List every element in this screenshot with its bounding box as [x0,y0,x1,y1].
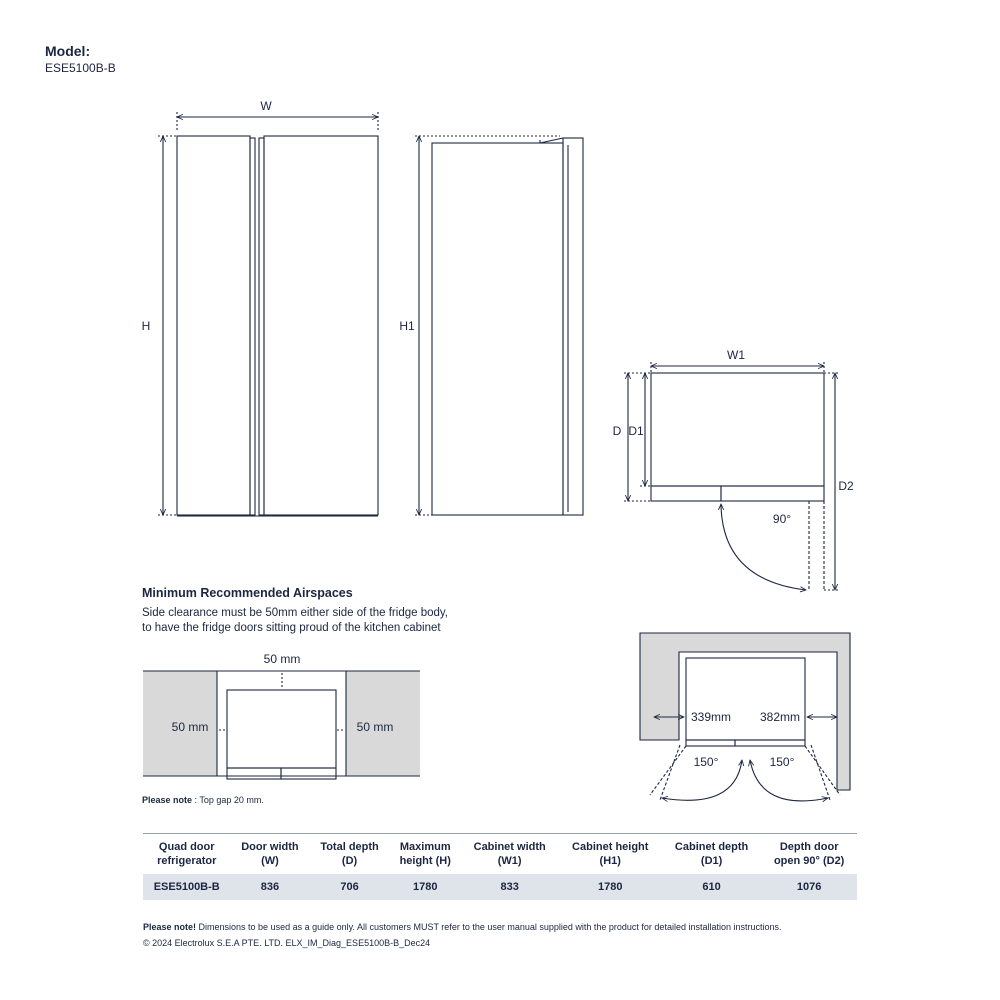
top-left-door [651,486,721,501]
right-angle-label: 150° [769,755,795,769]
front-height-label: H [141,319,151,333]
side-door [563,138,583,515]
front-left-door [177,136,250,515]
airspace-description-line2: to have the fridge doors sitting proud of the kitchen cabinet [142,622,441,634]
airspace-top-gap: 50 mm [263,652,301,666]
specs-cell-door-width: 836 [230,874,309,900]
airspace-note [142,795,264,805]
specs-header-cell: Cabinet width (W1) [461,834,559,875]
side-body [432,143,563,515]
footer-note-prefix: Please note! [143,922,197,932]
top-cabinet-depth-label: D1 [628,424,644,438]
specs-cell-door-open-depth: 1076 [761,874,857,900]
airspace-description [142,606,522,636]
left-clearance-label: 339mm [690,710,732,724]
specs-cell-cabinet-height: 1780 [559,874,662,900]
specs-table [143,833,857,900]
top-door-depth-label: D2 [838,479,854,493]
airspace-note-text: : Top gap 20 mm. [192,795,264,805]
model-label: Model: [45,43,91,59]
specs-cell-model: ESE5100B-B [143,874,230,900]
front-view [158,112,378,516]
left-angle-label: 150° [693,755,719,769]
front-width-label: W [260,99,272,113]
specs-cell-cabinet-width: 833 [461,874,559,900]
airspace-description-line1: Side clearance must be 50mm either side of the fridge body, [142,607,448,619]
specs-header-cell: Quad door refrigerator [143,834,230,875]
footer-note-text: Dimensions to be used as a guide only. All customers MUST refer to the user manual supplied with the product for detailed installation instructions. [196,922,782,932]
airspace-left-gap: 50 mm [171,720,209,734]
top-depth-label: D [612,424,622,438]
specs-header-cell: Cabinet depth (D1) [662,834,761,875]
side-view [415,136,583,515]
specs-header-cell: Depth door open 90° (D2) [761,834,857,875]
top-width-label: W1 [727,348,745,362]
specs-header-row [143,834,857,875]
specs-cell-max-height: 1780 [390,874,461,900]
table-row [143,874,857,900]
door-swing-diagram [640,633,850,801]
specs-header-cell: Total depth (D) [309,834,389,875]
footer-note [143,922,903,932]
specs-header-cell: Maximum height (H) [390,834,461,875]
specs-cell-total-depth: 706 [309,874,389,900]
specs-header-cell: Cabinet height (H1) [559,834,662,875]
top-right-door [721,486,824,501]
top-angle-label: 90° [772,512,792,526]
top-body [651,373,824,486]
footer-copyright: © 2024 Electrolux S.E.A PTE. LTD. ELX_IM_Diag_ESE5100B-B_Dec24 [143,938,431,948]
top-view [624,362,840,590]
right-clearance-label: 382mm [759,710,801,724]
specs-header-cell: Door width (W) [230,834,309,875]
model-value: ESE5100B-B [45,61,116,75]
airspace-note-prefix: Please note [142,795,193,805]
front-right-door [264,136,378,515]
side-height-label: H1 [399,319,415,333]
airspace-right-gap: 50 mm [356,720,394,734]
airspace-title: Minimum Recommended Airspaces [142,586,353,600]
specs-cell-cabinet-depth: 610 [662,874,761,900]
